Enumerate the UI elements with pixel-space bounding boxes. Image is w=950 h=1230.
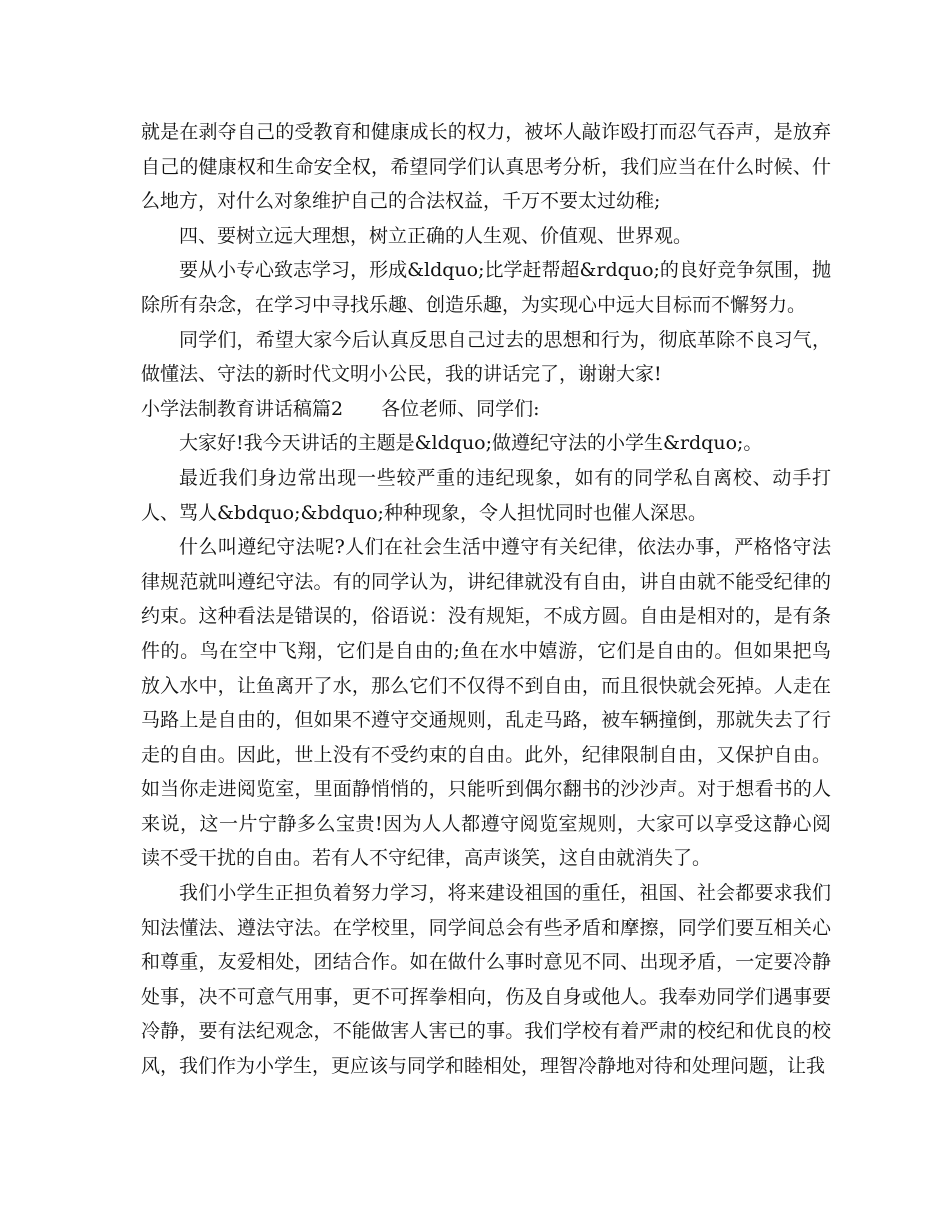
paragraph-study: 要从小专心致志学习，形成&ldquo;比学赶帮超&rdquo;的良好竞争氛围，抛除所有杂念，在学习中寻找乐趣、创造乐趣，为实现心中远大目标而不懈努力。 <box>141 259 831 316</box>
paragraph-what-is-law: 什么叫遵纪守法呢?人们在社会生活中遵守有关纪律，依法办事，严格恪守法律规范就叫遵纪守法。有的同学认为，讲纪律就没有自由，讲自由就不能受纪律的约束。这种看法是错误的，俗语说：没有规矩，不成方圆。自由是相对的，是有条件的。鸟在空中飞翔，它们是自由的;鱼在水中嬉游，它们是自由的。但如果把鸟放入水中，让鱼离开了水，那么它们不仅得不到自由，而且很快就会死掉。人走在马路上是自由的，但如果不遵守交通规则，乱走马路，被车辆撞倒，那就失去了行走的自由。因此，世上没有不受约束的自由。此外，纪律限制自由，又保护自由。如当你走进阅览室，里面静悄悄的，只能听到偶尔翻书的沙沙声。对于想看书的人来说，这一片宁静多么宝贵!因为人人都遵守阅览室规则，大家可以享受这静心阅读不受干扰的自由。若有人不守纪律，高声谈笑，这自由就消失了。 <box>141 536 831 870</box>
paragraph-closing: 同学们，希望大家今后认真反思自己过去的思想和行为，彻底革除不良习气，做懂法、守法的新时代文明小公民，我的讲话完了，谢谢大家! <box>141 328 831 386</box>
section-title: 小学法制教育讲话稿篇2 <box>141 397 344 420</box>
paragraph-greeting: 大家好!我今天讲话的主题是&ldquo;做遵纪守法的小学生&rdquo;。 <box>179 432 763 455</box>
paragraph-point-four: 四、要树立远大理想，树立正确的人生观、价值观、世界观。 <box>179 224 693 247</box>
paragraph-continued: 就是在剥夺自己的受教育和健康成长的权力，被坏人敲诈殴打而忍气吞声，是放弃自己的健康权和生命安全权，希望同学们认真思考分析，我们应当在什么时候、什么地方，对什么对象维护自己的合法权益，千万不要太过幼稚; <box>141 121 831 213</box>
paragraph-recent-issues: 最近我们身边常出现一些较严重的违纪现象，如有的同学私自离校、动手打人、骂人&bdquo;&bdquo;种种现象，令人担忧同时也催人深思。 <box>141 466 831 524</box>
salutation: 各位老师、同学们: <box>381 397 540 420</box>
paragraph-students-duty: 我们小学生正担负着努力学习，将来建设祖国的重任，祖国、社会都要求我们知法懂法、遵法守法。在学校里，同学间总会有些矛盾和摩擦，同学们要互相关心和尊重，友爱相处，团结合作。如在做什么事时意见不同、出现矛盾，一定要冷静处事，决不可意气用事，更不可挥拳相向，伤及自身或他人。我奉劝同学们遇事要冷静，要有法纪观念，不能做害人害已的事。我们学校有着严肃的校纪和优良的校风，我们作为小学生，更应该与同学和睦相处，理智冷静地对待和处理问题，让我 <box>141 882 831 1078</box>
section-heading-line <box>141 392 831 427</box>
document-body <box>141 115 831 1084</box>
